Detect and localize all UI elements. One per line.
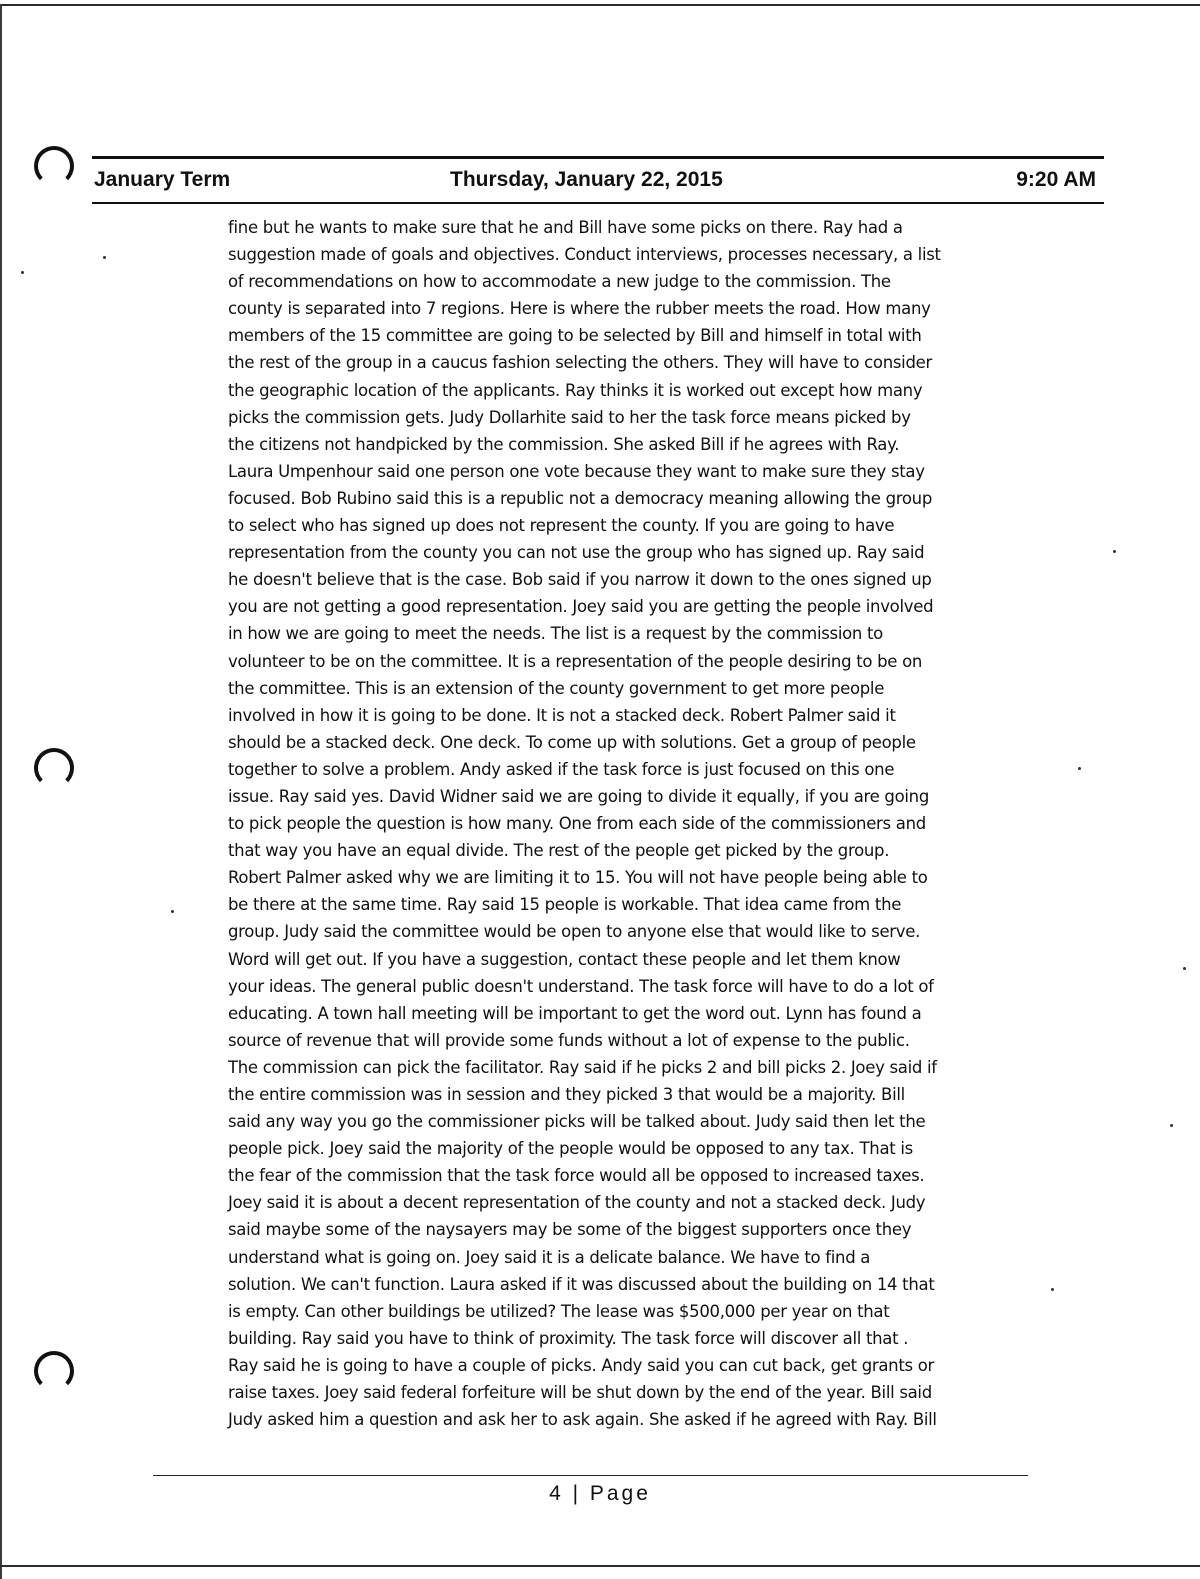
body-text-line: that way you have an equal divide. The rest of the people get picked by the group. [228, 841, 890, 861]
body-text-line: the citizens not handpicked by the commission. She asked Bill if he agrees with Ray. [228, 434, 900, 454]
body-text-line: suggestion made of goals and objectives. Conduct interviews, processes necessary, a list [228, 245, 941, 265]
body-text-line: understand what is going on. Joey said it is a delicate balance. We have to find a [228, 1247, 871, 1267]
body-text-line: people pick. Joey said the majority of the people would be opposed to any tax. That is [228, 1139, 913, 1159]
body-text-line: of recommendations on how to accommodate a new judge to the commission. The [228, 272, 891, 292]
punch-hole-top [34, 146, 74, 186]
body-text-line: fine but he wants to make sure that he and Bill have some picks on there. Ray had a [228, 218, 903, 237]
body-text-line: Robert Palmer asked why we are limiting it to 15. You will not have people being able to [228, 868, 928, 888]
header-time: 9:20 AM [1016, 168, 1096, 191]
body-text-line: said maybe some of the naysayers may be some of the biggest supporters once they [228, 1220, 912, 1240]
body-text-line: the geographic location of the applicants. Ray thinks it is worked out except how many [228, 380, 923, 400]
body-text-line: volunteer to be on the committee. It is a representation of the people desiring to be on [228, 651, 923, 671]
scan-speck [1170, 1124, 1173, 1127]
body-text-line: issue. Ray said yes. David Widner said we are going to divide it equally, if you are going [228, 786, 930, 806]
header-date: Thursday, January 22, 2015 [450, 168, 723, 191]
body-text-line: be there at the same time. Ray said 15 people is workable. That idea came from the [228, 895, 902, 915]
scan-speck [1183, 967, 1186, 970]
body-text-line: he doesn't believe that is the case. Bob said if you narrow it down to the ones signed up [228, 570, 932, 590]
scan-speck [1113, 550, 1116, 553]
body-text-line: solution. We can't function. Laura asked if it was discussed about the building on 14 that [228, 1274, 935, 1294]
body-text-line: to pick people the question is how many. One from each side of the commissioners and [228, 814, 926, 834]
body-text-line: the committee. This is an extension of the county government to get more people [228, 678, 885, 698]
punch-hole-middle [34, 748, 74, 788]
body-text-line: focused. Bob Rubino said this is a republic not a democracy meaning allowing the group [228, 488, 933, 508]
body-text-line: together to solve a problem. Andy asked if the task force is just focused on this one [228, 759, 895, 779]
body-text-line: members of the 15 committee are going to be selected by Bill and himself in total with [228, 326, 922, 346]
scan-speck [171, 910, 174, 913]
body-text-line: picks the commission gets. Judy Dollarhite said to her the task force means picked by [228, 407, 911, 427]
scan-speck [21, 271, 24, 274]
body-text-line: educating. A town hall meeting will be important to get the word out. Lynn has found a [228, 1003, 922, 1023]
body-text-line: to select who has signed up does not represent the county. If you are going to have [228, 516, 895, 536]
body-text-line: source of revenue that will provide some funds without a lot of expense to the public. [228, 1030, 910, 1050]
body-text-line: involved in how it is going to be done. It is not a stacked deck. Robert Palmer said it [228, 705, 896, 725]
scan-speck [1078, 767, 1081, 770]
header-term: January Term [94, 168, 231, 191]
body-text-line: the rest of the group in a caucus fashion selecting the others. They will have to consider [228, 353, 932, 373]
body-text-line: Word will get out. If you have a suggestion, contact these people and let them know [228, 949, 901, 969]
scan-border-left [0, 4, 2, 1579]
minutes-body-text [228, 214, 1028, 1433]
body-text-line: said any way you go the commissioner picks will be talked about. Judy said then let the [228, 1112, 926, 1132]
page-number: 4 | Page [549, 1482, 651, 1505]
scan-border-bottom [0, 1565, 1200, 1567]
body-text-line: your ideas. The general public doesn't understand. The task force will have to do a lot of [228, 976, 934, 996]
body-text-line: should be a stacked deck. One deck. To come up with solutions. Get a group of people [228, 732, 916, 752]
body-text-line: raise taxes. Joey said federal forfeiture will be shut down by the end of the year. Bill said [228, 1383, 932, 1403]
body-text-line: is empty. Can other buildings be utilized? The lease was $500,000 per year on that [228, 1301, 890, 1321]
header-rule-top [92, 156, 1104, 159]
body-text-line: The commission can pick the facilitator. Ray said if he picks 2 and bill picks 2. Joey said if [228, 1057, 937, 1077]
header-rule-bottom [92, 202, 1104, 204]
body-text-line: county is separated into 7 regions. Here is where the rubber meets the road. How many [228, 299, 931, 319]
body-text-line: you are not getting a good representation. Joey said you are getting the people involved [228, 597, 934, 617]
scan-speck [1051, 1288, 1054, 1291]
body-text-line: Ray said he is going to have a couple of picks. Andy said you can cut back, get grants or [228, 1355, 935, 1375]
body-text-line: Joey said it is about a decent representation of the county and not a stacked deck. Judy [228, 1193, 926, 1213]
body-text-line: in how we are going to meet the needs. The list is a request by the commission to [228, 624, 883, 644]
punch-hole-bottom [34, 1351, 74, 1391]
body-text-line: building. Ray said you have to think of proximity. The task force will discover all that . [228, 1328, 909, 1348]
body-text-line: the fear of the commission that the task force would all be opposed to increased taxes. [228, 1166, 925, 1186]
scan-border-top [0, 4, 1200, 6]
scan-speck [103, 256, 106, 259]
body-text-line: Judy asked him a question and ask her to ask again. She asked if he agreed with Ray. Bill [228, 1410, 937, 1430]
body-text-line: group. Judy said the committee would be open to anyone else that would like to serve. [228, 922, 921, 942]
body-text-line: representation from the county you can not use the group who has signed up. Ray said [228, 543, 925, 563]
body-text-line: the entire commission was in session and they picked 3 that would be a majority. Bill [228, 1085, 905, 1104]
body-text-line: Laura Umpenhour said one person one vote because they want to make sure they stay [228, 461, 925, 481]
footer-rule [153, 1475, 1028, 1476]
